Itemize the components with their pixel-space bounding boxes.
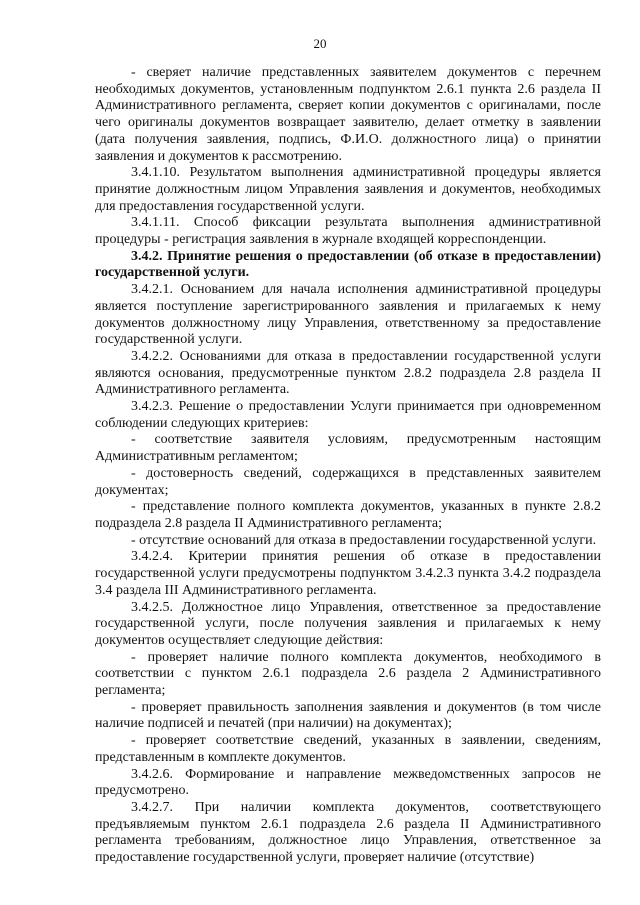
action-item: - проверяет правильность заполнения заявления и документов (в том числе наличие подписей и печатей (при наличии) на документах); (95, 699, 601, 732)
paragraph-3-4-2-5: 3.4.2.5. Должностное лицо Управления, ответственное за предоставление государственной услуги, после получения заявления и прилагаемых к нему документов осуществляет следующие действия: (95, 599, 601, 648)
criteria-item: - соответствие заявителя условиям, предусмотренным настоящим Административным регламентом; (95, 432, 601, 465)
criteria-item: - представление полного комплекта документов, указанных в пункте 2.8.2 подраздела 2.8 раздела II Административного регламента; (95, 499, 601, 531)
paragraph-3-4-1-11: 3.4.1.11. Способ фиксации результата выполнения административной процедуры - регистрация заявления в журнале входящей корреспонденции. (95, 215, 601, 248)
paragraph-3-4-2-2: 3.4.2.2. Основаниями для отказа в предоставлении государственной услуги являются основания, предусмотренные пунктом 2.8.2 подраздела 2.8 раздела II Административного регламента. (95, 348, 601, 398)
paragraph-3-4-1-10: 3.4.1.10. Результатом выполнения административной процедуры является принятие должностным лицом Управления заявления и документов, необходимых для предоставления государственной услуги. (95, 165, 601, 214)
criteria-item: - достоверность сведений, содержащихся в представленных заявителем документах; (95, 465, 601, 498)
section-heading-3-4-2: 3.4.2. Принятие решения о предоставлении (об отказе в предоставлении) государственной услуги. (95, 248, 601, 281)
paragraph-check-documents: - сверяет наличие представленных заявителем документов с перечнем необходимых документов, установленным подпунктом 2.6.1 пункта 2.6 раздела II Административного регламента, сверяет копии документов с оригиналами, после чего оригиналы документов возвращает заявителю, делает отметку в заявлении (дата получения заявления, подпись, Ф.И.О. должностного лица) о принятии заявления и документов к рассмотрению. (95, 65, 601, 164)
action-item: - проверяет наличие полного комплекта документов, необходимого в соответствии с пунктом 2.6.1 подраздела 2.6 раздела 2 Административного регламента; (95, 649, 601, 699)
paragraph-3-4-2-1: 3.4.2.1. Основанием для начала исполнения административной процедуры является поступление зарегистрированного заявления и прилагаемых к нему документов должностному лицу Управления, ответственному за предоставление государственной услуги. (95, 282, 601, 348)
paragraph-3-4-2-4: 3.4.2.4. Критерии принятия решения об отказе в предоставлении государственной услуги предусмотрены подпунктом 3.4.2.3 пункта 3.4.2 подраздела 3.4 раздела III Административного регламента. (95, 549, 601, 598)
document-body (95, 65, 601, 867)
paragraph-3-4-2-6: 3.4.2.6. Формирование и направление межведомственных запросов не предусмотрено. (95, 766, 601, 799)
criteria-item: - отсутствие оснований для отказа в предоставлении государственной услуги. (131, 532, 597, 548)
paragraph-3-4-2-3: 3.4.2.3. Решение о предоставлении Услуги принимается при одновременном соблюдении следующих критериев: (95, 399, 601, 431)
page-number: 20 (313, 36, 327, 51)
paragraph-3-4-2-7: 3.4.2.7. При наличии комплекта документов, соответствующего предъявляемым пунктом 2.6.1 подраздела 2.6 раздела II Административного регламента требованиям, должностное лицо Управления, ответственное за предоставление государственной услуги, проверяет наличие (отсутствие) (95, 799, 601, 866)
action-item: - проверяет соответствие сведений, указанных в заявлении, сведениям, представленным в комплекте документов. (95, 733, 601, 765)
